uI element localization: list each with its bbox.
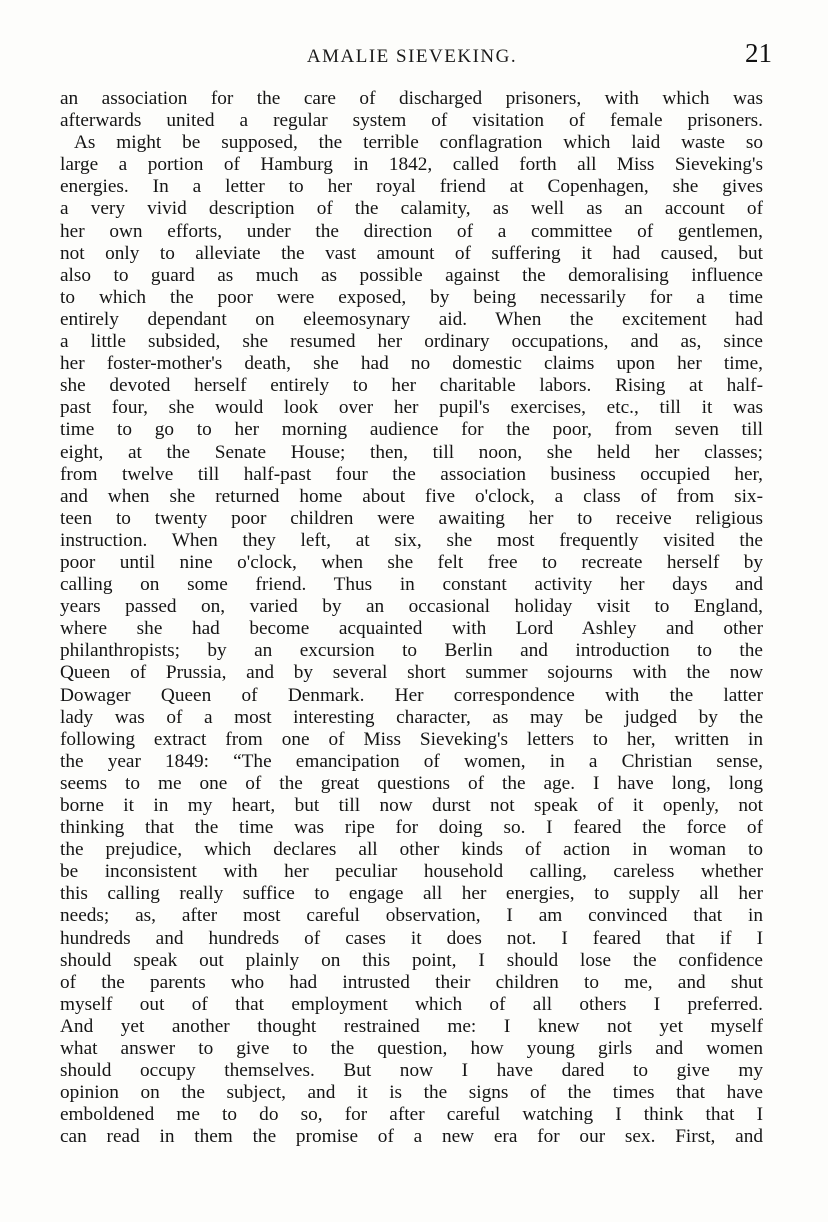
text-line: not only to alleviate the vast amount of suffering it had caused, but [60,242,763,264]
text-line: a very vivid description of the calamity, as well as an account of [60,198,763,220]
text-line: to which the poor were exposed, by being necessarily for a time [60,286,763,308]
text-line: from twelve till half-past four the association business occupied her, [60,463,763,485]
running-title: AMALIE SIEVEKING. [306,46,518,67]
text-line: a little subsided, she resumed her ordinary occupations, and as, since [60,331,763,353]
text-line: needs; as, after most careful observation, I am convinced that in [60,905,763,927]
text-line: Queen of Prussia, and by several short summer sojourns with the now [60,662,763,684]
page-header [52,38,772,68]
text-line: of the parents who had intrusted their children to me, and shut [60,971,763,993]
text-line: eight, at the Senate House; then, till noon, she held her classes; [60,441,763,463]
text-line: what answer to give to the question, how young girls and women [60,1038,763,1060]
text-line: where she had become acquainted with Lord Ashley and other [60,618,763,640]
text-line: should occupy themselves. But now I have dared to give my [60,1060,763,1082]
text-line: an association for the care of discharged prisoners, with which was [60,88,763,109]
text-line: should speak out plainly on this point, I should lose the confidence [60,949,763,971]
text-line: myself out of that employment which of all others I preferred. [60,993,763,1015]
text-line: this calling really suffice to engage all her energies, to supply all her [60,883,763,905]
text-line: opinion on the subject, and it is the signs of the times that have [60,1082,763,1104]
text-line: the prejudice, which declares all other kinds of action in woman to [60,839,763,861]
body-text [60,88,763,1149]
text-line: can read in them the promise of a new era for our sex. First, and [60,1126,763,1148]
text-line: teen to twenty poor children were awaiting her to receive religious [60,507,763,529]
text-line: thinking that the time was ripe for doing so. I feared the force of [60,817,763,839]
text-line: and when she returned home about five o'clock, a class of from six- [60,485,763,507]
text-line: emboldened me to do so, for after careful watching I think that I [60,1104,763,1126]
text-line: years passed on, varied by an occasional holiday visit to England, [60,596,763,618]
text-line: lady was of a most interesting character, as may be judged by the [60,706,763,728]
text-line: Dowager Queen of Denmark. Her correspondence with the latter [60,684,763,706]
text-line: poor until nine o'clock, when she felt free to recreate herself by [60,551,763,573]
text-line: As might be supposed, the terrible conflagration which laid waste so [74,132,763,154]
text-line: the year 1849: “The emancipation of women, in a Christian sense, [60,750,763,772]
text-line: her foster-mother's death, she had no domestic claims upon her time, [60,353,763,375]
text-line: energies. In a letter to her royal friend at Copenhagen, she gives [60,176,763,198]
text-line: borne it in my heart, but till now durst not speak of it openly, not [60,795,763,816]
text-line: following extract from one of Miss Sieveking's letters to her, written in [60,728,763,750]
text-line: her own efforts, under the direction of a committee of gentlemen, [60,220,763,242]
text-line: instruction. When they left, at six, she most frequently visited the [60,529,763,551]
text-line: she devoted herself entirely to her charitable labors. Rising at half- [60,375,763,397]
text-line: past four, she would look over her pupil's exercises, etc., till it was [60,397,763,419]
page-number: 21 [745,38,772,68]
text-line: large a portion of Hamburg in 1842, called forth all Miss Sieveking's [60,154,763,176]
text-line: also to guard as much as possible against the demoralising influence [60,264,763,286]
text-line: afterwards united a regular system of visitation of female prisoners. [60,110,763,132]
text-line: And yet another thought restrained me: I knew not yet myself [60,1015,763,1037]
text-line: seems to me one of the great questions of the age. I have long, long [60,772,763,794]
text-line: time to go to her morning audience for the poor, from seven till [60,419,763,441]
text-line: entirely dependant on eleemosynary aid. When the excitement had [60,308,763,330]
text-line: hundreds and hundreds of cases it does not. I feared that if I [60,927,763,949]
text-line: philanthropists; by an excursion to Berlin and introduction to the [60,640,763,662]
text-line: calling on some friend. Thus in constant activity her days and [60,574,763,596]
text-line: be inconsistent with her peculiar household calling, careless whether [60,861,763,883]
